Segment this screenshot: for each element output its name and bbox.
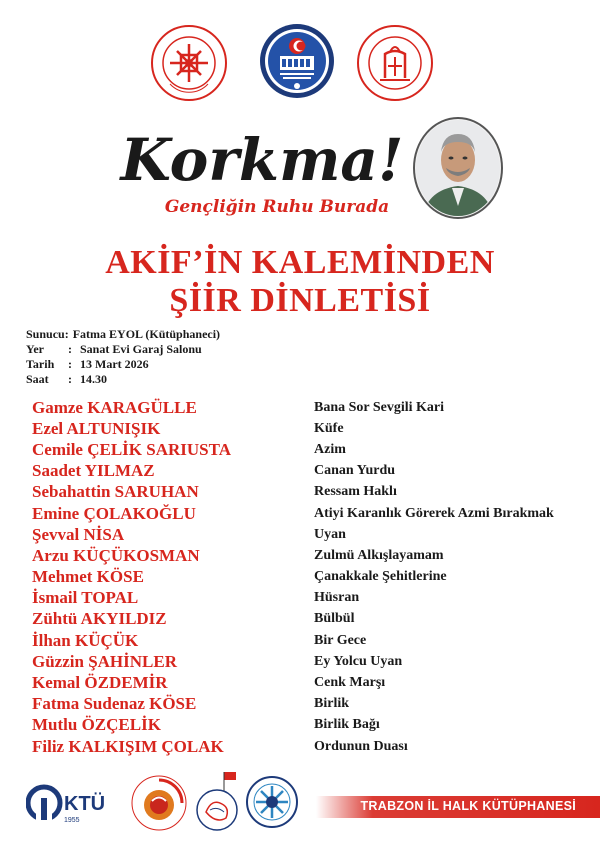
program-row <box>32 715 592 736</box>
poem-title: Ressam Haklı <box>314 484 397 500</box>
info-row-venue <box>26 342 220 357</box>
performer-name: Mutlu ÖZÇELİK <box>32 715 161 735</box>
writers-society-logo <box>194 770 240 836</box>
performer-name: Cemile ÇELİK SARIUSTA <box>32 439 231 459</box>
program-row <box>32 736 592 757</box>
poem-title: Cenk Marşı <box>314 675 386 691</box>
info-label: Tarih <box>26 357 55 371</box>
poem-title: Bana Sor Sevgili Kari <box>314 399 445 415</box>
poem-title: Atiyi Karanlık Görerek Azmi Bırakmak <box>314 505 554 521</box>
event-info <box>26 327 220 387</box>
poem-title: Uyan <box>314 526 346 542</box>
info-separator: : <box>68 372 72 386</box>
performer-name: Emine ÇOLAKOĞLU <box>32 503 196 523</box>
culture-ministry-seal <box>150 24 228 102</box>
slogan-headline: Korkma! <box>120 126 404 194</box>
poem-title: Ordunun Duası <box>314 738 408 754</box>
library-name: TRABZON İL HALK KÜTÜPHANESİ <box>360 799 576 813</box>
poem-title: Birlik <box>314 696 350 712</box>
performer-name: İlhan KÜÇÜK <box>32 630 139 650</box>
poem-title: Küfe <box>314 420 344 436</box>
program-row <box>32 439 592 460</box>
performer-name: Filiz KALKIŞIM ÇOLAK <box>32 736 224 756</box>
program-row <box>32 418 592 439</box>
ktu-lettering: KTÜ <box>64 793 106 815</box>
info-value: 13 Mart 2026 <box>80 357 149 371</box>
program-row <box>32 524 592 545</box>
program-row <box>32 630 592 651</box>
program-row <box>32 588 592 609</box>
info-row-date <box>26 357 220 372</box>
program-row <box>32 609 592 630</box>
program-row <box>32 482 592 503</box>
poem-title: Çanakkale Şehitlerine <box>314 569 447 585</box>
performer-name: Fatma Sudenaz KÖSE <box>32 694 197 714</box>
poem-title: Azim <box>314 441 346 457</box>
performer-name: Güzzin ŞAHİNLER <box>32 651 177 671</box>
info-value: 14.30 <box>80 372 107 386</box>
poem-title: Zulmü Alkışlayamam <box>314 547 444 563</box>
info-label: Yer <box>26 342 44 356</box>
university-emblem-logo <box>246 776 298 828</box>
poet-portrait <box>412 116 504 220</box>
program-row <box>32 694 592 715</box>
poem-title: Hüsran <box>314 590 360 606</box>
ktu-logo <box>26 780 126 826</box>
info-label: Saat <box>26 372 49 386</box>
performer-name: Mehmet KÖSE <box>32 567 144 587</box>
performer-name: Saadet YILMAZ <box>32 461 155 481</box>
event-title-line2: ŞİİR DİNLETİSİ <box>169 282 431 319</box>
program-row <box>32 567 592 588</box>
program-row <box>32 461 592 482</box>
program-row <box>32 503 592 524</box>
performer-name: Gamze KARAGÜLLE <box>32 397 197 417</box>
program-list <box>32 397 592 757</box>
info-row-presenter <box>26 327 220 342</box>
poem-title: Bülbül <box>314 611 355 627</box>
info-value: Sanat Evi Garaj Salonu <box>80 342 202 356</box>
program-row <box>32 651 592 672</box>
info-separator: : <box>68 357 72 371</box>
performer-name: Sebahattin SARUHAN <box>32 482 199 502</box>
poem-title: Canan Yurdu <box>314 463 396 479</box>
ktu-year: 1955 <box>64 817 80 824</box>
program-row <box>32 397 592 418</box>
poem-title: Birlik Bağı <box>314 717 380 733</box>
event-title-line1: AKİF’İN KALEMİNDEN <box>105 244 495 281</box>
info-row-time <box>26 372 220 387</box>
performer-name: Kemal ÖZDEMİR <box>32 673 168 693</box>
performer-name: Zühtü AKYILDIZ <box>32 609 167 629</box>
performer-name: İsmail TOPAL <box>32 588 139 608</box>
info-value: Fatma EYOL (Kütüphaneci) <box>72 327 221 341</box>
info-separator: : <box>68 342 72 356</box>
program-row <box>32 545 592 566</box>
poem-title: Bir Gece <box>314 632 367 648</box>
program-row <box>32 672 592 693</box>
poem-title: Ey Yolcu Uyan <box>314 653 403 669</box>
library-banner <box>316 796 600 818</box>
performer-name: Ezel ALTUNIŞIK <box>32 418 161 438</box>
performer-name: Şevval NİSA <box>32 524 125 544</box>
education-ministry-seal <box>356 24 434 102</box>
slogan-tagline: Gençliğin Ruhu Burada <box>164 197 390 217</box>
performer-name: Arzu KÜÇÜKOSMAN <box>32 545 200 565</box>
korkma-slogan <box>112 118 412 218</box>
arts-association-logo <box>130 774 188 832</box>
info-label: Sunucu: <box>26 327 69 341</box>
trabzon-governorship-seal <box>258 22 336 100</box>
